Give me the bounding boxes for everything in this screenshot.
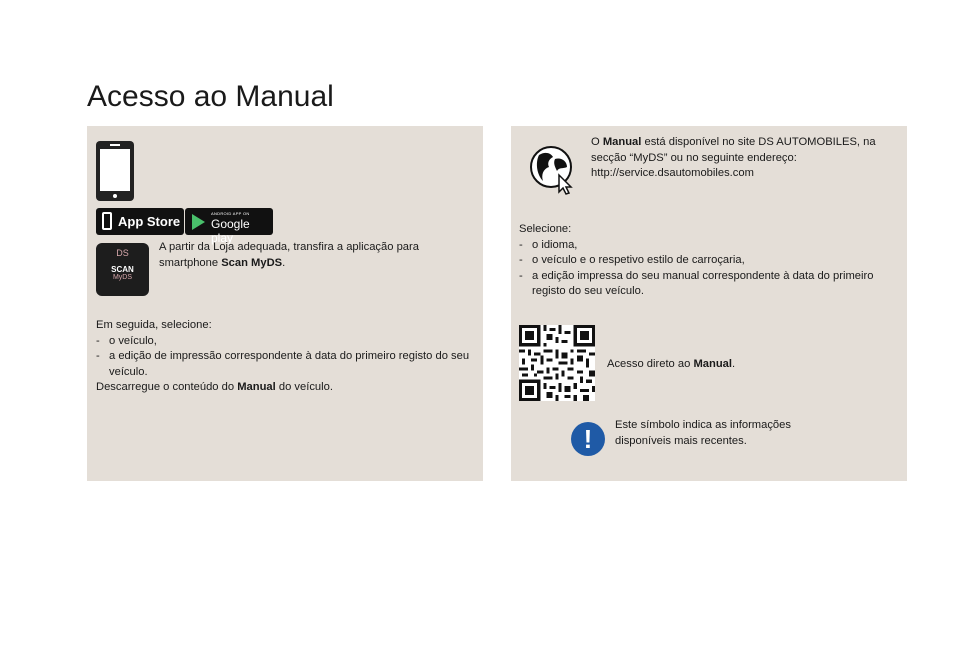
selection-instructions (96, 318, 476, 396)
manual-word: Manual (693, 358, 732, 370)
manual-word: Manual (602, 136, 642, 148)
google-play-small-label: ANDROID APP ON (211, 211, 250, 216)
list-item: - o veículo e o respetivo estilo de carroçaria, (519, 253, 899, 269)
google-play-icon (192, 214, 205, 230)
smartphone-icon (96, 141, 134, 201)
list-item: - o idioma, (519, 238, 899, 254)
scan-app-scan-text: SCAN (111, 265, 134, 274)
apple-icon (102, 212, 112, 230)
website-instructions (591, 135, 901, 182)
list-item: - o veículo, (96, 334, 476, 350)
google-play-badge[interactable] (185, 208, 273, 245)
website-url[interactable]: http://service.dsautomobiles.com (591, 167, 754, 179)
website-intro-text: está disponível no site DS AUTOMOBILES, na secção “MyDS” ou no seguinte endereço: (591, 136, 876, 164)
scan-app-ds-text: DS (116, 248, 129, 258)
google-play-label: Google play (211, 217, 250, 245)
website-selection-list (519, 222, 899, 300)
app-name: Scan MyDS (221, 256, 283, 269)
download-end: do veículo. (275, 381, 333, 393)
selection-heading: Selecione: (519, 223, 572, 235)
qr-access-label (607, 357, 807, 373)
website-intro-start: O (591, 136, 603, 148)
app-download-panel (87, 126, 483, 481)
download-text: Descarregue o conteúdo do (96, 381, 238, 393)
list-item: - a edição de impressão correspondente à data do primeiro registo do seu veículo. (96, 349, 476, 380)
app-store-badge[interactable] (96, 208, 184, 235)
intro-text: A partir da Loja adequada, transfira a aplicação para smartphone (159, 241, 419, 269)
qr-text: Acesso direto ao (607, 358, 694, 370)
app-store-label: App Store (118, 214, 181, 229)
manual-word: Manual (237, 381, 276, 393)
page-title: Acesso ao Manual (87, 80, 334, 113)
info-exclamation-icon: ! (571, 422, 605, 456)
download-line (96, 380, 476, 396)
scan-myds-app-icon (96, 243, 149, 296)
list-item: - a edição impressa do seu manual correspondente à data do primeiro registo do seu veículo. (519, 269, 899, 300)
scan-app-myds-text: MyDS (112, 274, 133, 281)
download-instructions (159, 240, 469, 271)
selection-heading: Em seguida, selecione: (96, 319, 212, 331)
info-note: Este símbolo indica as informações disponíveis mais recentes. (615, 419, 791, 447)
globe-cursor-icon (529, 145, 579, 195)
qr-end: . (732, 358, 736, 370)
intro-end: . (282, 256, 286, 269)
qr-code-icon[interactable] (519, 325, 595, 401)
website-access-panel (511, 126, 907, 481)
